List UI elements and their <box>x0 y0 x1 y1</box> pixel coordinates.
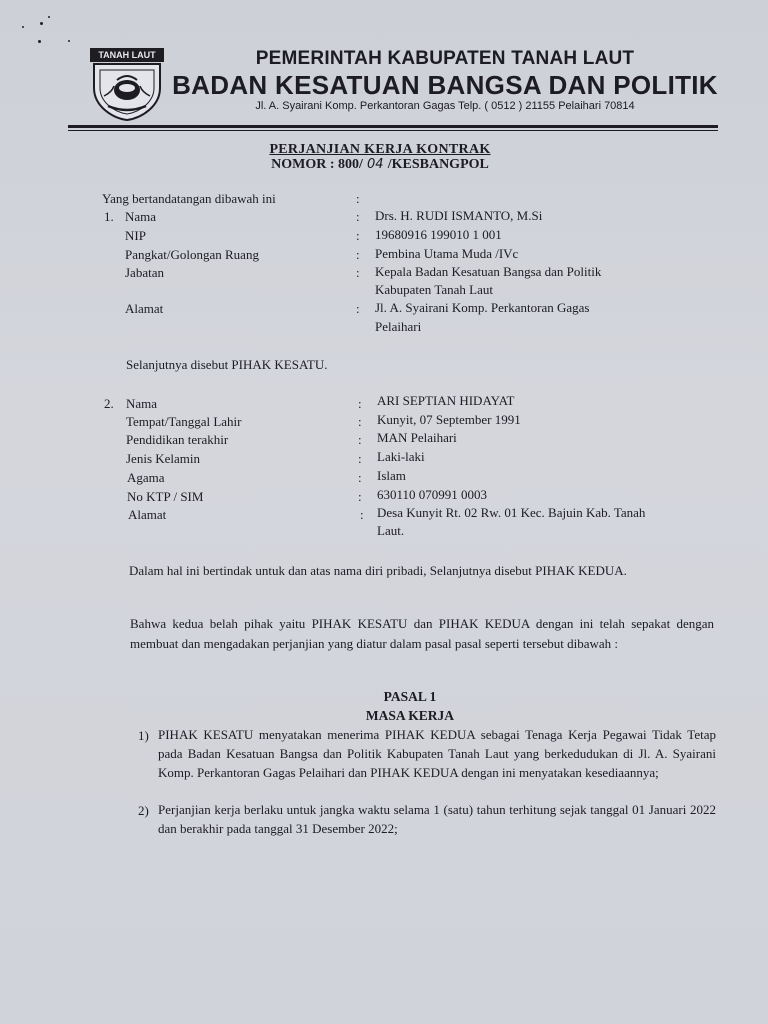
party1-value-name: Drs. H. RUDI ISMANTO, M.Si <box>375 208 543 223</box>
document-title: PERJANJIAN KERJA KONTRAK <box>269 142 491 157</box>
party2-label-address: Alamat <box>128 507 167 522</box>
colon: : <box>358 432 362 447</box>
document-number <box>230 157 530 173</box>
agency-name: BADAN KESATUAN BANGSA DAN POLITIK <box>172 70 718 100</box>
party2-label-birth: Tempat/Tanggal Lahir <box>126 414 242 429</box>
pasal-subheading: MASA KERJA <box>365 708 455 723</box>
party2-number: 2. <box>104 396 114 411</box>
party2-label-education: Pendidikan terakhir <box>126 432 229 447</box>
colon: : <box>358 396 362 411</box>
party1-value-address-2: Pelaihari <box>375 319 422 334</box>
party1-value-nip: 19680916 199010 1 001 <box>375 227 502 242</box>
header-rule-thin <box>68 130 718 131</box>
party2-value-id: 630110 070991 0003 <box>377 487 488 502</box>
party1-value-position-2: Kabupaten Tanah Laut <box>375 282 493 297</box>
party1-label-address: Alamat <box>125 301 164 316</box>
handwritten-number: 04 <box>362 157 388 172</box>
colon: : <box>356 209 360 224</box>
agency-address: Jl. A. Syairani Komp. Perkantoran Gagas Telp. ( 0512 ) 21155 Pelaihari 70814 <box>255 100 635 112</box>
number-suffix: /KESBANGPOL <box>387 157 489 172</box>
colon: : <box>356 247 360 262</box>
colon: : <box>358 451 362 466</box>
item-number: 1) <box>138 728 149 743</box>
party2-label-name: Nama <box>126 396 158 411</box>
item-number: 2) <box>138 803 149 818</box>
pasal-item: PIHAK KESATU menyatakan menerima PIHAK KEDUA sebagai Tenaga Kerja Pegawai Tidak Tetap pada Badan Kesatuan Bangsa dan Politik Kabupaten Tanah Laut yang berkedudukan di Jl. A. Syairani Komp. Perkantoran Gagas Pelaihari dan PIHAK KEDUA dengan ini menyatakan kesediaannya; <box>158 727 716 780</box>
emblem-shield-icon <box>90 62 164 122</box>
party2-value-education: MAN Pelaihari <box>377 430 457 445</box>
party1-label-nip: NIP <box>125 228 146 243</box>
party2-value-address-2: Laut. <box>377 523 405 538</box>
party1-closing: Selanjutnya disebut PIHAK KESATU. <box>126 357 328 372</box>
party1-label-name: Nama <box>125 209 157 224</box>
intro-colon: : <box>356 191 360 206</box>
regency-emblem-logo <box>90 48 164 122</box>
party2-value-gender: Laki-laki <box>377 449 425 464</box>
colon: : <box>356 228 360 243</box>
party2-value-birth: Kunyit, 07 September 1991 <box>377 412 521 427</box>
agreement-paragraph: Bahwa kedua belah pihak yaitu PIHAK KESATU dan PIHAK KEDUA dengan ini telah sepakat dengan membuat dan mengadakan perjanjian yang diatur dalam pasal pasal seperti tersebut dibawah : <box>130 616 714 651</box>
party1-value-rank: Pembina Utama Muda /IVc <box>375 246 519 261</box>
colon: : <box>358 470 362 485</box>
logo-label: TANAH LAUT <box>90 48 164 62</box>
pasal-item: Perjanjian kerja berlaku untuk jangka waktu selama 1 (satu) tahun terhitung sejak tanggal 01 Januari 2022 dan berakhir pada tanggal 31 Desember 2022; <box>158 802 716 836</box>
party2-label-gender: Jenis Kelamin <box>126 451 201 466</box>
government-name: PEMERINTAH KABUPATEN TANAH LAUT <box>255 48 635 69</box>
party2-label-religion: Agama <box>127 470 165 485</box>
party2-value-religion: Islam <box>377 468 406 483</box>
party1-value-position: Kepala Badan Kesatuan Bangsa dan Politik <box>375 264 602 279</box>
party1-number: 1. <box>104 209 114 224</box>
party1-label-rank: Pangkat/Golongan Ruang <box>125 247 259 262</box>
pasal-heading: PASAL 1 <box>383 689 437 704</box>
party2-value-name: ARI SEPTIAN HIDAYAT <box>377 393 515 408</box>
colon: : <box>356 301 360 316</box>
colon: : <box>360 507 364 522</box>
party2-closing: Dalam hal ini bertindak untuk dan atas nama diri pribadi, Selanjutnya disebut PIHAK KEDUA. <box>129 563 627 578</box>
number-prefix: NOMOR : 800/ <box>271 157 363 172</box>
colon: : <box>358 414 362 429</box>
party2-label-id: No KTP / SIM <box>127 489 204 504</box>
party2-value-address: Desa Kunyit Rt. 02 Rw. 01 Kec. Bajuin Kab. Tanah <box>377 505 646 520</box>
colon: : <box>358 489 362 504</box>
party1-value-address: Jl. A. Syairani Komp. Perkantoran Gagas <box>375 300 590 315</box>
party1-label-position: Jabatan <box>125 265 164 280</box>
intro-text: Yang bertandatangan dibawah ini <box>102 191 276 206</box>
header-rule-thick <box>68 125 718 128</box>
colon: : <box>356 265 360 280</box>
